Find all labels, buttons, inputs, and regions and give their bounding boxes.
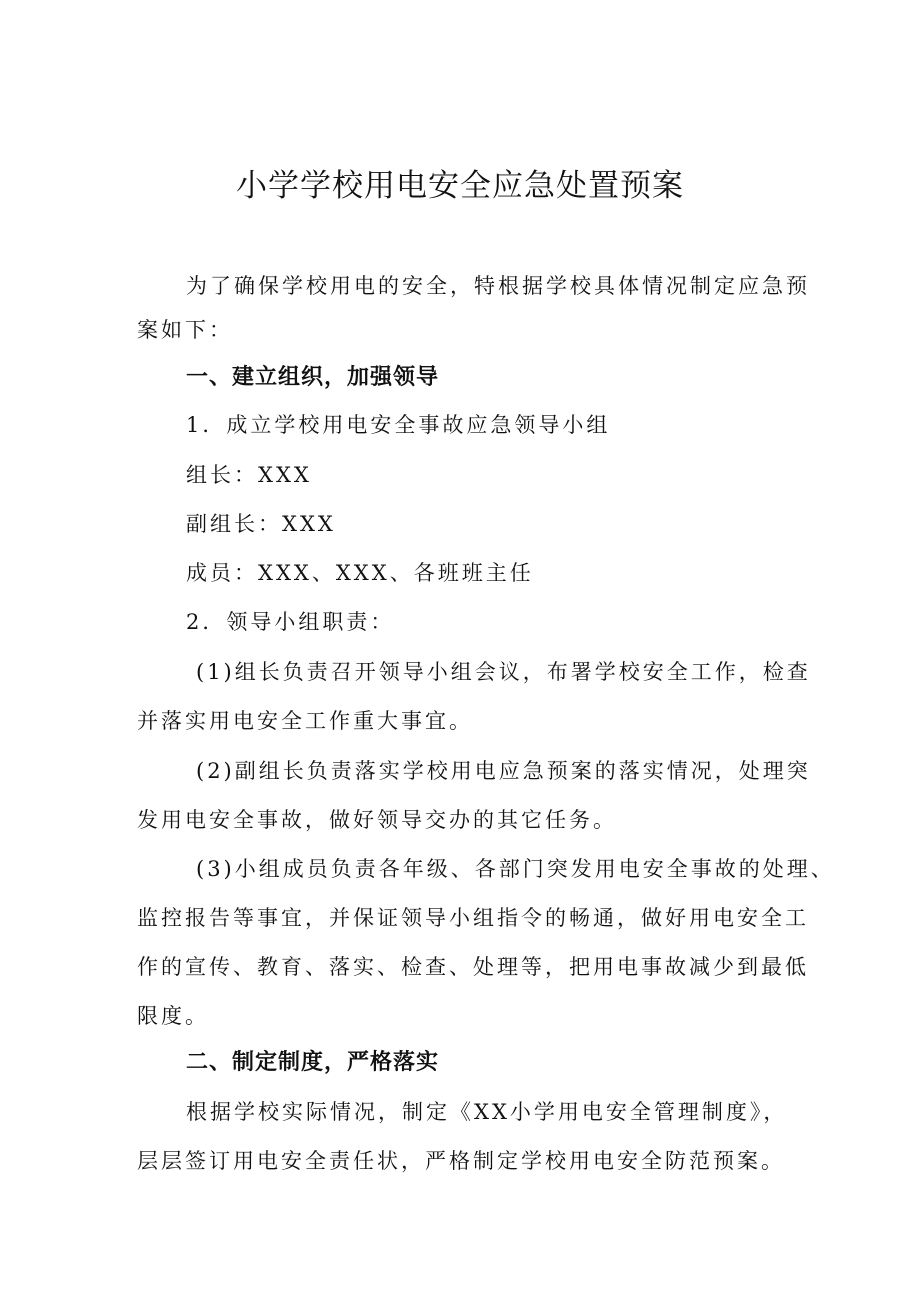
duty-1-line-2: 并落实用电安全工作重大事宜。 — [137, 709, 473, 733]
intro-line-2: 案如下： — [137, 318, 233, 342]
duty-3-line-2: 监控报告等事宜，并保证领导小组指令的畅通，做好用电安全工 — [137, 906, 809, 930]
document-title: 小学学校用电安全应急处置预案 — [236, 168, 684, 204]
section-2-heading: 二、制定制度，严格落实 — [186, 1050, 440, 1075]
duty-1-line-1: (1)组长负责召开领导小组会议，布署学校安全工作，检查 — [196, 660, 811, 684]
deputy-leader-text: 副组长：XXX — [186, 512, 336, 536]
intro-line-1: 为了确保学校用电的安全，特根据学校具体情况制定应急预 — [186, 274, 810, 298]
item-1-text: 1．成立学校用电安全事故应急领导小组 — [186, 413, 611, 437]
duty-2-line-2: 发用电安全事故，做好领导交办的其它任务。 — [137, 808, 617, 832]
duty-3-line-3: 作的宣传、教育、落实、检查、处理等，把用电事故减少到最低 — [137, 955, 809, 979]
section-2-line-2: 层层签订用电安全责任状，严格制定学校用电安全防范预案。 — [137, 1149, 785, 1173]
members-text: 成员：XXX、XXX、各班班主任 — [186, 561, 534, 585]
duty-2-line-1: (2)副组长负责落实学校用电应急预案的落实情况，处理突 — [196, 759, 811, 783]
section-1-heading: 一、建立组织，加强领导 — [186, 365, 440, 390]
item-2-text: 2．领导小组职责： — [186, 610, 395, 634]
section-2-line-1: 根据学校实际情况，制定《XX小学用电安全管理制度》， — [186, 1100, 788, 1124]
duty-3-line-4: 限度。 — [137, 1004, 209, 1028]
leader-text: 组长：XXX — [186, 463, 312, 487]
duty-3-line-1: (3)小组成员负责各年级、各部门突发用电安全事故的处理、 — [196, 857, 835, 881]
